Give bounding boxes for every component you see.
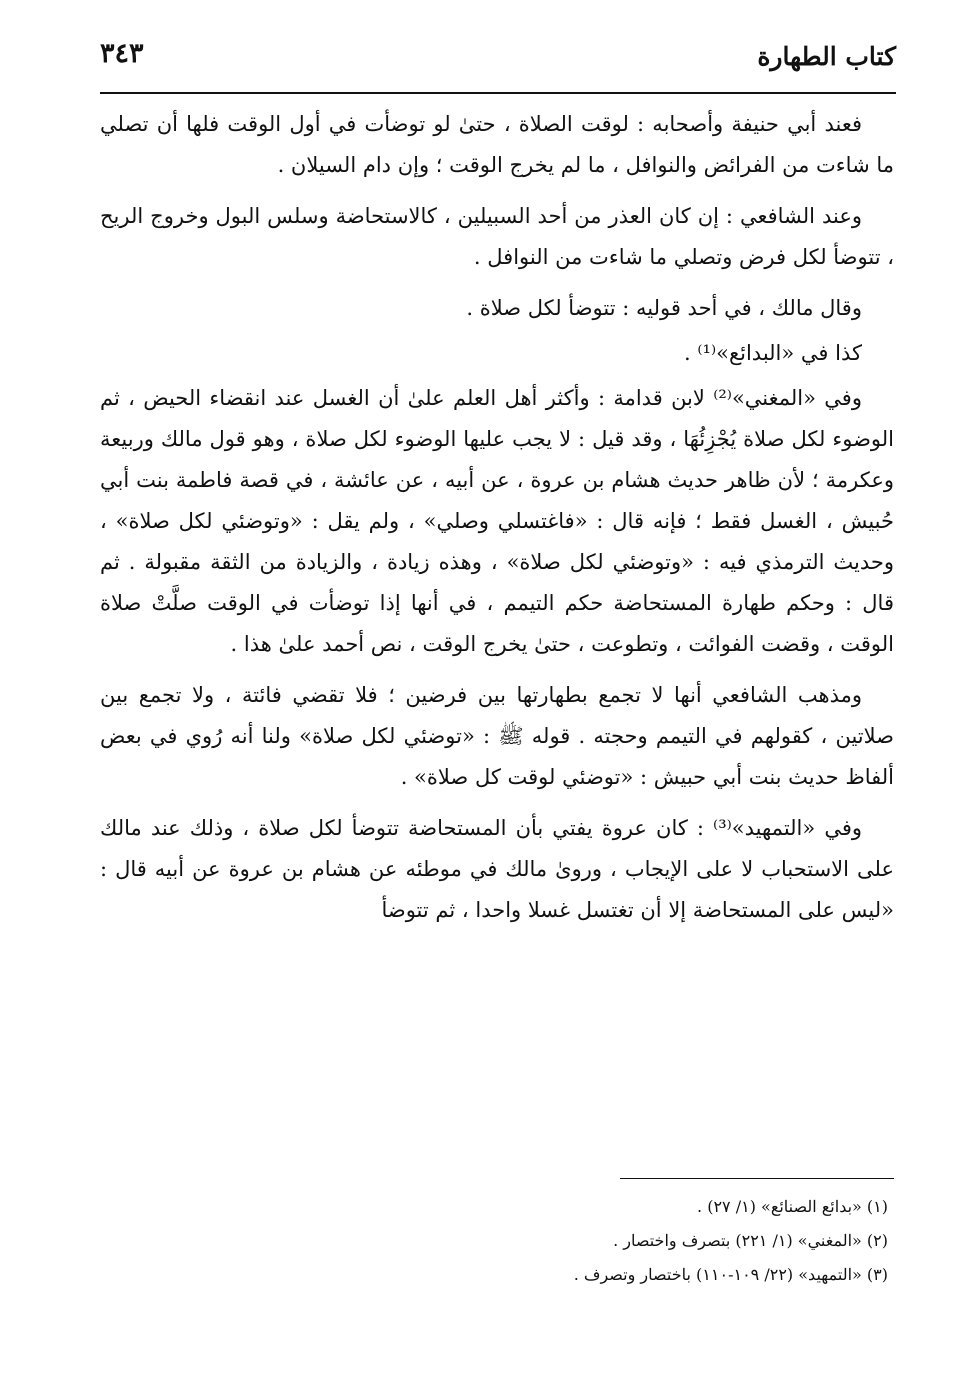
paragraph-shafii-madhhab: ومذهب الشافعي أنها لا تجمع بطهارتها بين فرضين ؛ فلا تقضي فائتة ، ولا تجمع بين صلاتين ، كقولهم في التيمم وحجته . قوله ﷺ : «توضئي لكل صلاة» ولنا أنه رُوي في بعض ألفاظ حديث بنت أبي حبيش : «توضئي لوقت كل صلاة» . (100, 683, 894, 789)
paragraph-badai-reference: كذا في «البدائع»⁽¹⁾ . (684, 341, 862, 365)
page-header (100, 38, 896, 88)
paragraph-shafii: وعند الشافعي : إن كان العذر من أحد السبيلين ، كالاستحاضة وسلس البول وخروج الريح ، تتوضأ لكل فرض وتصلي ما شاءت من النوافل . (100, 204, 894, 269)
footnote-3: (٣) «التمهيد» (٢٢/ ١٠٩-١١٠) باختصار وتصرف . (573, 1265, 888, 1284)
main-text (100, 104, 894, 941)
paragraph-mughni: وفي «المغني»⁽²⁾ لابن قدامة : وأكثر أهل العلم علىٰ أن الغسل عند انقضاء الحيض ، ثم الوضوء لكل صلاة يُجْزِئُهَا ، وقد قيل : لا يجب عليها الوضوء لكل صلاة ، وهو قول مالك وربيعة وعكرمة ؛ لأن ظاهر حديث هشام بن عروة ، عن أبيه ، عن عائشة ، في قصة فاطمة بنت أبي حُبيش ، الغسل فقط ؛ فإنه قال : «فاغتسلي وصلي» ، ولم يقل : «وتوضئي لكل صلاة» ، وحديث الترمذي فيه : «وتوضئي لكل صلاة» ، وهذه زيادة ، والزيادة من الثقة مقبولة . ثم قال : وحكم طهارة المستحاضة حكم التيمم ، في أنها إذا توضأت في الوقت صلَّتْ صلاة الوقت ، وقضت الفوائت ، وتطوعت ، حتىٰ يخرج الوقت ، نص أحمد علىٰ هذا . (100, 386, 894, 656)
header-rule (100, 92, 896, 94)
footnote-1: (١) «بدائع الصنائع» (١/ ٢٧) . (697, 1197, 888, 1216)
paragraph-malik: وقال مالك ، في أحد قوليه : تتوضأ لكل صلاة . (466, 296, 862, 320)
footnotes (100, 1190, 888, 1292)
footnote-separator (620, 1178, 894, 1179)
paragraph-tamhid: وفي «التمهيد»⁽³⁾ : كان عروة يفتي بأن المستحاضة تتوضأ لكل صلاة ، وذلك عند مالك على الاستحباب لا على الإيجاب ، وروىٰ مالك في موطئه عن هشام بن عروة عن أبيه قال : «ليس على المستحاضة إلا أن تغتسل غسلا واحدا ، ثم تتوضأ (100, 816, 894, 922)
paragraph-abu-hanifa: فعند أبي حنيفة وأصحابه : لوقت الصلاة ، حتىٰ لو توضأت في أول الوقت فلها أن تصلي ما شاءت من الفرائض والنوافل ، ما لم يخرج الوقت ؛ وإن دام السيلان . (100, 112, 894, 177)
footnote-2: (٢) «المغني» (١/ ٢٢١) بتصرف واختصار . (613, 1231, 888, 1250)
page-number: ٣٤٣ (100, 38, 144, 69)
chapter-title: كتاب الطهارة (757, 42, 896, 71)
